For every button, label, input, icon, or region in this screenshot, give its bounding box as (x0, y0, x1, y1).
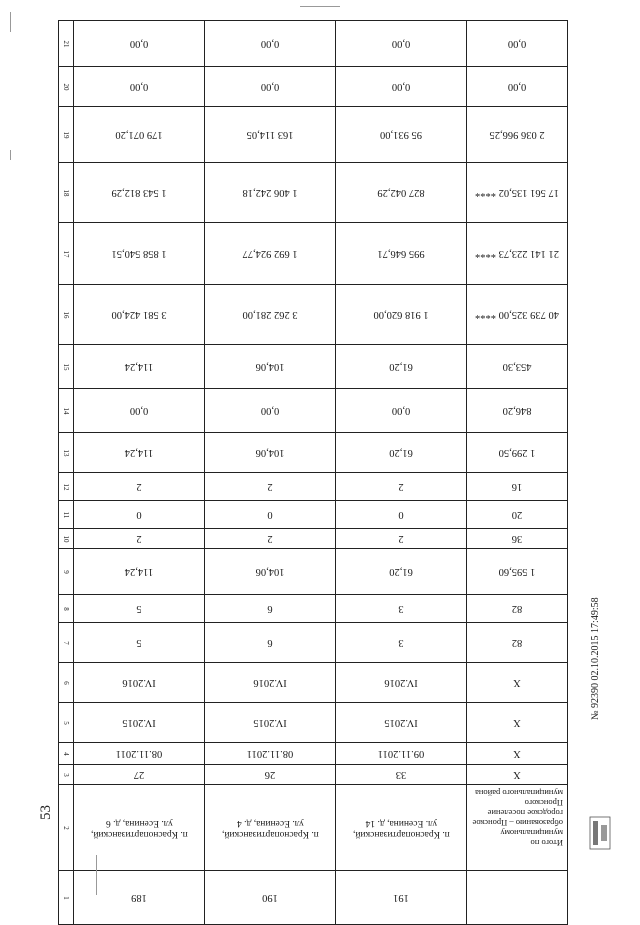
table-cell: 1 918 620,00 (336, 285, 467, 345)
table-row-col10 (59, 529, 568, 549)
table-row-col5 (59, 703, 568, 743)
table-cell: 2 (336, 473, 467, 501)
table-row-col15 (59, 345, 568, 389)
table-cell: IV.2016 (74, 663, 205, 703)
column-number: 8 (59, 595, 74, 623)
data-table (58, 20, 568, 925)
table-cell: 5 (74, 595, 205, 623)
table-row-col12 (59, 473, 568, 501)
table-cell: 163 114,05 (205, 107, 336, 163)
table-cell: X (467, 743, 568, 765)
column-number: 10 (59, 529, 74, 549)
table-cell: 114,24 (74, 549, 205, 595)
table-cell: IV.2016 (336, 663, 467, 703)
table-cell-address (336, 785, 467, 871)
summary-label: Итого по муниципальному образованию – Пронское городское поселение Пронского муниципального района (472, 788, 563, 848)
table-cell: 95 931,00 (336, 107, 467, 163)
table-cell: 3 (336, 595, 467, 623)
table-cell: X (467, 703, 568, 743)
address-line-2: ул. Есенина, д. 4 (236, 817, 304, 828)
address-line-2: ул. Есенина, д. 6 (105, 817, 173, 828)
table-cell-address (205, 785, 336, 871)
table-cell: 1 595,60 (467, 549, 568, 595)
table-cell: 104,06 (205, 549, 336, 595)
table-cell: 0,00 (336, 389, 467, 433)
table-cell: 6 (205, 595, 336, 623)
table-cell: 0 (74, 501, 205, 529)
table-cell: 995 646,71 (336, 223, 467, 285)
scan-mark (10, 150, 11, 160)
table-row-col14 (59, 389, 568, 433)
table-cell: 104,06 (205, 345, 336, 389)
column-number: 5 (59, 703, 74, 743)
column-number: 9 (59, 549, 74, 595)
table-row-col16 (59, 285, 568, 345)
column-number: 21 (59, 21, 74, 67)
column-number: 15 (59, 345, 74, 389)
table-cell: 0,00 (74, 67, 205, 107)
table-cell: 08.11.2011 (205, 743, 336, 765)
table-cell: 2 (336, 529, 467, 549)
column-number: 6 (59, 663, 74, 703)
table-cell: IV.2015 (74, 703, 205, 743)
table-cell: 2 (74, 473, 205, 501)
table-cell: 2 (205, 473, 336, 501)
table-row-col20 (59, 67, 568, 107)
table-cell: 114,24 (74, 345, 205, 389)
table-row-col9 (59, 549, 568, 595)
table-cell: 1 543 812,29 (74, 163, 205, 223)
table-cell: 26 (205, 765, 336, 785)
table-row-col7 (59, 623, 568, 663)
table-cell: 3 581 424,00 (74, 285, 205, 345)
table-cell: 20 (467, 501, 568, 529)
table-cell: 82 (467, 623, 568, 663)
table-cell: 33 (336, 765, 467, 785)
table-cell: 2 (74, 529, 205, 549)
table-cell: 21 141 223,73 **** (467, 223, 568, 285)
table-cell: IV.2016 (205, 663, 336, 703)
seal-logo-icon (588, 815, 612, 851)
table-cell (467, 871, 568, 925)
column-number: 13 (59, 433, 74, 473)
table-cell: 846,20 (467, 389, 568, 433)
column-number: 1 (59, 871, 74, 925)
table-cell: 827 042,29 (336, 163, 467, 223)
table-cell: 1 858 540,51 (74, 223, 205, 285)
table-cell: 0 (205, 501, 336, 529)
table-cell: IV.2015 (336, 703, 467, 743)
column-number: 11 (59, 501, 74, 529)
table-cell-summary (467, 785, 568, 871)
column-number: 17 (59, 223, 74, 285)
table-cell: 17 561 135,02 **** (467, 163, 568, 223)
table-row-col13 (59, 433, 568, 473)
address-line-1: п. Краснопартизанский, (352, 828, 450, 839)
column-number: 18 (59, 163, 74, 223)
scan-mark (300, 6, 340, 7)
table-cell: 5 (74, 623, 205, 663)
address-line-2: ул. Есенина, д. 14 (365, 817, 437, 828)
table-cell: 453,30 (467, 345, 568, 389)
scan-mark (96, 855, 97, 895)
column-number: 16 (59, 285, 74, 345)
table-cell: X (467, 663, 568, 703)
table-row-col19 (59, 107, 568, 163)
table-cell: 114,24 (74, 433, 205, 473)
table-cell: 0,00 (336, 67, 467, 107)
table-cell: IV.2015 (205, 703, 336, 743)
column-number: 3 (59, 765, 74, 785)
table-cell: 2 (205, 529, 336, 549)
table-row-col11 (59, 501, 568, 529)
table-cell: 1 406 242,18 (205, 163, 336, 223)
table-row-col4 (59, 743, 568, 765)
column-number: 7 (59, 623, 74, 663)
address-line-1: п. Краснопартизанский, (221, 828, 319, 839)
table-row-col3 (59, 765, 568, 785)
table-cell: 3 262 281,00 (205, 285, 336, 345)
table-cell-address (74, 785, 205, 871)
page-number-container (20, 420, 54, 820)
table-cell: 0,00 (74, 21, 205, 67)
table-cell: 08.11.2011 (74, 743, 205, 765)
table-row-col18 (59, 163, 568, 223)
table-cell: 190 (205, 871, 336, 925)
table-cell: 0,00 (205, 389, 336, 433)
table-cell: 27 (74, 765, 205, 785)
table-row-col6 (59, 663, 568, 703)
table-cell: 61,20 (336, 345, 467, 389)
table-cell: 0,00 (205, 21, 336, 67)
table-row-col21 (59, 21, 568, 67)
column-number: 20 (59, 67, 74, 107)
page-number: 53 (38, 805, 54, 820)
table-row-col2 (59, 785, 568, 871)
table-row-col8 (59, 595, 568, 623)
table-row-col1 (59, 871, 568, 925)
table-cell: 61,20 (336, 549, 467, 595)
scan-mark (10, 12, 11, 32)
table-cell: 0 (336, 501, 467, 529)
table-cell: 0,00 (74, 389, 205, 433)
table-cell: 40 739 325,00 **** (467, 285, 568, 345)
column-number: 19 (59, 107, 74, 163)
table-cell: 2 036 966,25 (467, 107, 568, 163)
table-cell: 189 (74, 871, 205, 925)
table-cell: 6 (205, 623, 336, 663)
table-row-col17 (59, 223, 568, 285)
table-cell: 104,06 (205, 433, 336, 473)
table-cell: 3 (336, 623, 467, 663)
table-cell: 16 (467, 473, 568, 501)
table-cell: 0,00 (336, 21, 467, 67)
table-cell: 0,00 (205, 67, 336, 107)
column-number: 2 (59, 785, 74, 871)
table-cell: 82 (467, 595, 568, 623)
table-cell: 61,20 (336, 433, 467, 473)
address-line-1: п. Краснопартизанский, (90, 828, 188, 839)
column-number: 14 (59, 389, 74, 433)
table-cell: X (467, 765, 568, 785)
table-cell: 36 (467, 529, 568, 549)
table-cell: 191 (336, 871, 467, 925)
table-cell: 1 299,50 (467, 433, 568, 473)
table-cell: 09.11.2011 (336, 743, 467, 765)
table-cell: 1 692 924,77 (205, 223, 336, 285)
column-number: 4 (59, 743, 74, 765)
column-number: 12 (59, 473, 74, 501)
table-cell: 0,00 (467, 21, 568, 67)
document-stamp-number: № 92390 02.10.2015 17:49:58 (590, 597, 601, 720)
table-cell: 0,00 (467, 67, 568, 107)
table-cell: 179 071,20 (74, 107, 205, 163)
